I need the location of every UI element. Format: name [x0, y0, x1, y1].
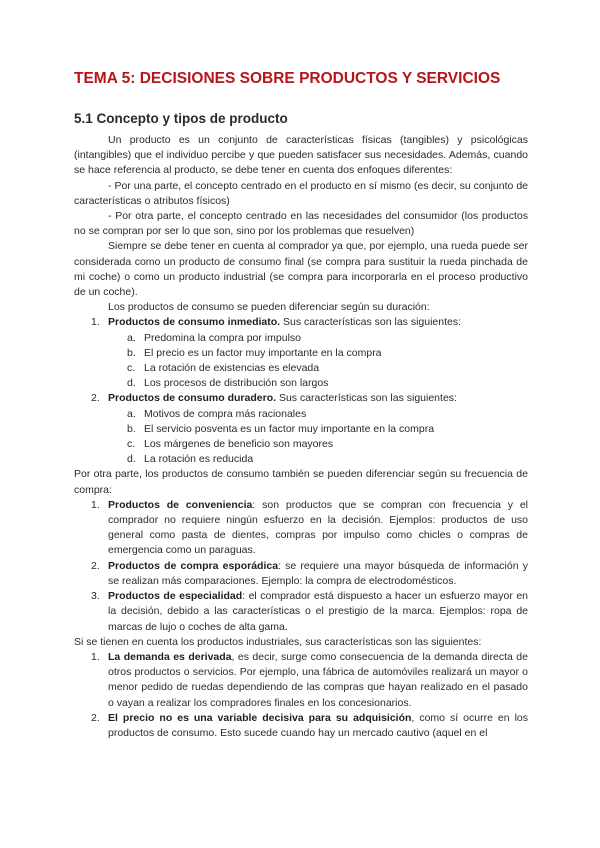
list-item [91, 498, 528, 559]
list-item [91, 650, 528, 711]
list-item-term: Productos de compra esporádica [108, 559, 279, 572]
list-item-term: Productos de consumo inmediato. [108, 316, 281, 329]
sub-list-letter: a. [127, 407, 136, 420]
list-item-text: : el comprador está dispuesto a hacer un esfuerzo mayor en la decisión, debido a las características o el prestigio de la marca. Ejemplos: ropa de marcas de lujo o coches de alta gama. [108, 590, 529, 633]
sub-list-item [127, 452, 528, 467]
list-item-term: La demanda es derivada [108, 650, 232, 663]
sub-list-text: El precio es un factor muy importante en la compra [144, 346, 382, 359]
list-item [91, 589, 529, 635]
page-title: TEMA 5: DECISIONES SOBRE PRODUCTOS Y SERVICIOS [74, 70, 501, 87]
list-number: 2. [91, 559, 100, 572]
list-number: 1. [91, 650, 100, 663]
list-number: 1. [91, 498, 100, 511]
list-item [91, 711, 528, 741]
sub-list-item [127, 422, 528, 437]
sub-list-letter: d. [127, 453, 136, 466]
sub-list [108, 407, 528, 468]
sub-list-letter: b. [127, 422, 136, 435]
list-item-text: : son productos que se compran con frecuencia y el comprador no requiere ningún esfuerzo en la decisión. Ejemplos: productos de uso general como pasta de dientes, compras por impulso como chicles o compras de emergencia como un paraguas. [108, 498, 528, 557]
list-item-term: El precio no es una variable decisiva para su adquisición [108, 711, 412, 724]
list-item-text: , es decir, surge como consecuencia de la demanda directa de otros productos o servicios. Por ejemplo, una fábrica de automóviles realizará un mayor o menor pedido de ruedas dependiendo de las compras que hayan realizado en el pasado o vayan a realizar los compradores finales en los concesionarios. [108, 650, 528, 709]
list-number: 3. [91, 590, 100, 603]
frequency-list [74, 498, 528, 635]
list-item-term: Productos de especialidad [108, 590, 243, 603]
sub-list-text: Los procesos de distribución son largos [144, 377, 329, 390]
sub-list-item [127, 437, 528, 452]
sub-list-letter: a. [127, 331, 136, 344]
sub-list-item [127, 331, 528, 346]
sub-list-letter: b. [127, 346, 136, 359]
sub-list [108, 331, 528, 392]
paragraph-buyer: Siempre se debe tener en cuenta al comprador ya que, por ejemplo, una rueda puede ser considerada como un producto de consumo final (se compra para sustituir la rueda pinchada de mi coche) o como un producto industrial (se compra para incorporarla en el proceso productivo de un coche). [74, 240, 528, 299]
list-item [91, 315, 528, 391]
paragraph-intro: Un producto es un conjunto de características físicas (tangibles) y psicológicas (intangibles) que el individuo percibe y que pueden satisfacer sus necesidades. Además, cuando se hace referencia al producto, se debe tener en cuenta dos enfoques diferentes: [74, 134, 528, 177]
list-item-text: : se requiere una mayor búsqueda de información y se realizan más comparaciones. Ejemplo: la compra de electrodomésticos. [108, 559, 528, 587]
list-item [91, 391, 528, 467]
list-number: 2. [91, 711, 100, 724]
sub-list-item [127, 346, 528, 361]
list-item-text: Sus características son las siguientes: [280, 316, 462, 329]
list-item-term: Productos de consumo duradero. [108, 392, 277, 405]
paragraph-duration-intro: Los productos de consumo se pueden diferenciar según su duración: [108, 301, 430, 314]
list-item-text: Sus características son las siguientes: [276, 392, 457, 405]
list-number: 1. [91, 316, 100, 329]
list-item [91, 559, 528, 589]
paragraph-approach-consumer: - Por otra parte, el concepto centrado en las necesidades del consumidor (los productos no se compran por ser lo que son, sino por los problemas que resuelven) [74, 210, 528, 238]
sub-list-text: La rotación de existencias es elevada [144, 362, 320, 375]
paragraph-approach-product: - Por una parte, el concepto centrado en el producto en sí mismo (es decir, su conjunto de características o atributos físicos) [74, 179, 528, 207]
paragraph-industrial-intro: Si se tienen en cuenta los productos industriales, sus características son las siguientes: [74, 635, 482, 648]
sub-list-item [127, 376, 528, 391]
sub-list-letter: c. [127, 438, 136, 451]
sub-list-letter: d. [127, 377, 136, 390]
duration-list [74, 315, 528, 467]
paragraph-frequency-intro: Por otra parte, los productos de consumo también se pueden diferenciar según su frecuencia de compra: [74, 468, 528, 496]
list-item-term: Productos de conveniencia [108, 498, 253, 511]
sub-list-text: Predomina la compra por impulso [144, 331, 301, 344]
sub-list-item [127, 407, 528, 422]
sub-list-letter: c. [127, 362, 136, 375]
document-body [74, 133, 528, 741]
sub-list-text: La rotación es reducida [144, 453, 254, 466]
sub-list-text: Los márgenes de beneficio son mayores [144, 438, 334, 451]
sub-list-item [127, 361, 528, 376]
sub-list-text: Motivos de compra más racionales [144, 407, 307, 420]
list-number: 2. [91, 392, 100, 405]
industrial-list [74, 650, 528, 741]
list-item-text: , como sí ocurre en los productos de consumo. Esto sucede cuando hay un mercado cautivo (aquel en el [108, 711, 528, 739]
section-heading: 5.1 Concepto y tipos de producto [74, 111, 288, 126]
sub-list-text: El servicio posventa es un factor muy importante en la compra [144, 422, 435, 435]
